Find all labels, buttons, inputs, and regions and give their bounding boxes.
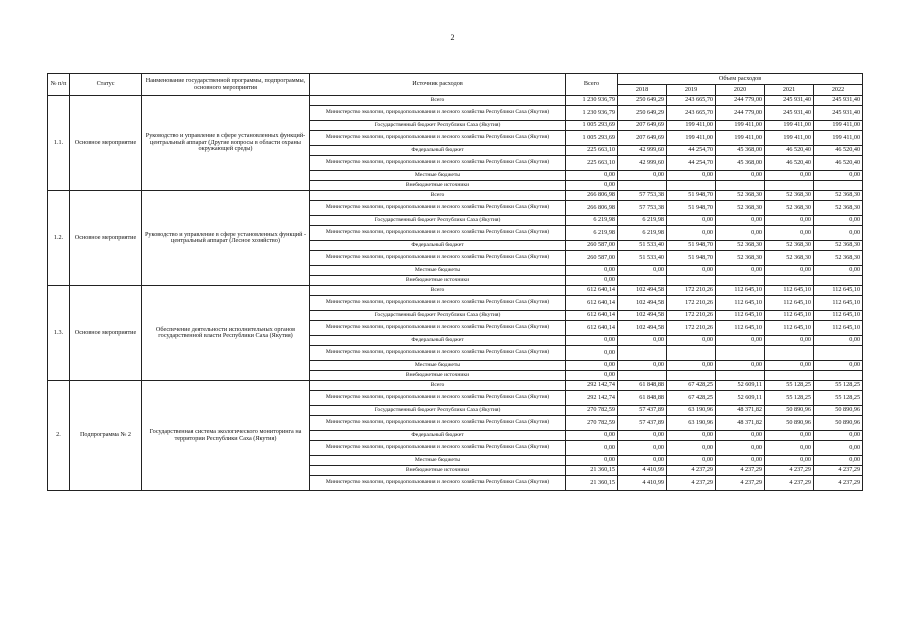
year-value: 4 237,29 <box>814 466 863 476</box>
budget-table <box>47 73 863 491</box>
year-value: 0,00 <box>667 361 716 371</box>
row-status: Подпрограмма № 2 <box>70 381 142 491</box>
table-row <box>48 191 863 201</box>
year-value: 243 665,70 <box>667 96 716 106</box>
year-value: 52 368,30 <box>765 251 814 266</box>
year-value <box>814 276 863 286</box>
funding-source: Всего <box>310 286 566 296</box>
year-value: 172 210,26 <box>667 311 716 321</box>
year-value: 0,00 <box>814 266 863 276</box>
year-value: 199 411,00 <box>765 131 814 146</box>
year-value: 199 411,00 <box>814 121 863 131</box>
header-year: 2018 <box>618 85 667 96</box>
year-value: 55 128,25 <box>814 391 863 406</box>
total-value: 0,00 <box>566 276 618 286</box>
year-value: 55 128,25 <box>814 381 863 391</box>
year-value: 51 948,70 <box>667 201 716 216</box>
year-value: 52 368,30 <box>814 251 863 266</box>
year-value: 42 999,60 <box>618 156 667 171</box>
total-value: 612 640,14 <box>566 296 618 311</box>
total-value: 612 640,14 <box>566 321 618 336</box>
table-row <box>48 96 863 106</box>
year-value: 4 237,29 <box>667 476 716 491</box>
year-value: 45 368,00 <box>716 146 765 156</box>
year-value: 0,00 <box>716 216 765 226</box>
year-value <box>667 371 716 381</box>
total-value: 0,00 <box>566 456 618 466</box>
year-value: 52 368,30 <box>765 191 814 201</box>
total-value: 260 587,00 <box>566 241 618 251</box>
year-value: 45 368,00 <box>716 156 765 171</box>
year-value: 50 890,96 <box>765 416 814 431</box>
year-value: 46 520,40 <box>814 146 863 156</box>
funding-source: Министерство экологии, природопользования и лесного хозяйства Республики Саха (Якутия) <box>310 321 566 336</box>
year-value: 52 368,30 <box>716 191 765 201</box>
year-value: 0,00 <box>814 226 863 241</box>
year-value <box>618 181 667 191</box>
year-value: 57 437,89 <box>618 406 667 416</box>
header-year: 2020 <box>716 85 765 96</box>
year-value: 0,00 <box>667 441 716 456</box>
year-value: 57 753,38 <box>618 201 667 216</box>
year-value: 207 649,69 <box>618 121 667 131</box>
year-value: 4 410,99 <box>618 476 667 491</box>
header-source: Источник расходов <box>310 74 566 96</box>
header-num: № п/п <box>48 74 70 96</box>
total-value: 612 640,14 <box>566 286 618 296</box>
year-value: 0,00 <box>618 431 667 441</box>
table-row <box>48 286 863 296</box>
year-value: 44 254,70 <box>667 156 716 171</box>
funding-source: Государственный бюджет Республики Саха (Якутия) <box>310 121 566 131</box>
funding-source: Внебюджетные источники <box>310 276 566 286</box>
funding-source: Министерство экологии, природопользования и лесного хозяйства Республики Саха (Якутия) <box>310 131 566 146</box>
funding-source: Федеральный бюджет <box>310 431 566 441</box>
year-value: 48 371,82 <box>716 406 765 416</box>
total-value: 1 230 936,79 <box>566 96 618 106</box>
year-value: 0,00 <box>765 431 814 441</box>
funding-source: Внебюджетные источники <box>310 181 566 191</box>
funding-source: Федеральный бюджет <box>310 241 566 251</box>
funding-source: Государственный бюджет Республики Саха (Якутия) <box>310 216 566 226</box>
year-value: 0,00 <box>765 216 814 226</box>
year-value: 199 411,00 <box>765 121 814 131</box>
year-value: 0,00 <box>765 441 814 456</box>
year-value: 0,00 <box>814 336 863 346</box>
year-value: 6 219,98 <box>618 226 667 241</box>
funding-source: Министерство экологии, природопользования и лесного хозяйства Республики Саха (Якутия) <box>310 201 566 216</box>
year-value: 112 645,10 <box>765 286 814 296</box>
year-value: 250 649,29 <box>618 106 667 121</box>
total-value: 292 142,74 <box>566 381 618 391</box>
year-value: 4 237,29 <box>814 476 863 491</box>
year-value: 44 254,70 <box>667 146 716 156</box>
year-value: 199 411,00 <box>667 121 716 131</box>
year-value: 112 645,10 <box>716 296 765 311</box>
table-header <box>48 74 863 96</box>
year-value: 4 237,29 <box>667 466 716 476</box>
year-value: 0,00 <box>765 361 814 371</box>
year-value: 52 368,30 <box>814 191 863 201</box>
funding-source: Всего <box>310 381 566 391</box>
year-value: 112 645,10 <box>716 321 765 336</box>
year-value: 63 190,96 <box>667 416 716 431</box>
year-value: 0,00 <box>814 441 863 456</box>
year-value: 0,00 <box>814 456 863 466</box>
year-value: 61 848,88 <box>618 381 667 391</box>
funding-source: Федеральный бюджет <box>310 336 566 346</box>
year-value: 4 237,29 <box>765 466 814 476</box>
year-value <box>618 276 667 286</box>
funding-source: Внебюджетные источники <box>310 466 566 476</box>
year-value <box>716 346 765 361</box>
year-value: 0,00 <box>618 361 667 371</box>
year-value: 57 753,38 <box>618 191 667 201</box>
year-value: 112 645,10 <box>814 296 863 311</box>
year-value: 52 609,11 <box>716 381 765 391</box>
year-value: 4 410,99 <box>618 466 667 476</box>
year-value: 0,00 <box>716 456 765 466</box>
year-value <box>618 346 667 361</box>
year-value: 0,00 <box>667 171 716 181</box>
funding-source: Министерство экологии, природопользования и лесного хозяйства Республики Саха (Якутия) <box>310 391 566 406</box>
year-value <box>765 276 814 286</box>
year-value: 112 645,10 <box>814 286 863 296</box>
table-row <box>48 381 863 391</box>
total-value: 1 005 293,69 <box>566 131 618 146</box>
year-value: 50 890,96 <box>814 406 863 416</box>
total-value: 266 806,98 <box>566 191 618 201</box>
funding-source: Министерство экологии, природопользования и лесного хозяйства Республики Саха (Якутия) <box>310 251 566 266</box>
year-value <box>716 181 765 191</box>
year-value: 0,00 <box>618 456 667 466</box>
total-value: 225 663,10 <box>566 156 618 171</box>
year-value: 52 368,30 <box>716 251 765 266</box>
year-value: 207 649,69 <box>618 131 667 146</box>
funding-source: Министерство экологии, природопользования и лесного хозяйства Республики Саха (Якутия) <box>310 156 566 171</box>
year-value: 4 237,29 <box>716 476 765 491</box>
year-value: 51 948,70 <box>667 241 716 251</box>
total-value: 0,00 <box>566 346 618 361</box>
program-name: Руководство и управление в сфере установленных функций-центральный аппарат (Другие вопросы в области охраны окружающей среды) <box>142 96 310 191</box>
year-value: 57 437,89 <box>618 416 667 431</box>
year-value <box>716 371 765 381</box>
year-value: 245 931,40 <box>814 106 863 121</box>
year-value: 0,00 <box>765 171 814 181</box>
funding-source: Внебюджетные источники <box>310 371 566 381</box>
total-value: 21 360,15 <box>566 476 618 491</box>
year-value: 172 210,26 <box>667 321 716 336</box>
year-value: 0,00 <box>765 226 814 241</box>
year-value <box>716 276 765 286</box>
funding-source: Государственный бюджет Республики Саха (Якутия) <box>310 311 566 321</box>
funding-source: Местные бюджеты <box>310 266 566 276</box>
row-number: 1.1. <box>48 96 70 191</box>
program-name: Государственная система экологического мониторинга на территории Республики Саха (Якутия) <box>142 381 310 491</box>
year-value <box>814 181 863 191</box>
year-value: 0,00 <box>667 216 716 226</box>
year-value: 51 948,70 <box>667 191 716 201</box>
year-value: 4 237,29 <box>765 476 814 491</box>
funding-source: Всего <box>310 96 566 106</box>
year-value: 52 368,30 <box>765 241 814 251</box>
year-value <box>667 276 716 286</box>
row-number: 1.3. <box>48 286 70 381</box>
year-value: 0,00 <box>618 171 667 181</box>
year-value: 199 411,00 <box>667 131 716 146</box>
table-body <box>48 96 863 491</box>
year-value: 0,00 <box>814 216 863 226</box>
year-value: 112 645,10 <box>765 321 814 336</box>
year-value: 102 494,58 <box>618 321 667 336</box>
year-value: 250 649,29 <box>618 96 667 106</box>
year-value: 51 533,40 <box>618 241 667 251</box>
header-year: 2019 <box>667 85 716 96</box>
total-value: 260 587,00 <box>566 251 618 266</box>
total-value: 0,00 <box>566 171 618 181</box>
year-value <box>667 346 716 361</box>
total-value: 0,00 <box>566 431 618 441</box>
year-value: 51 948,70 <box>667 251 716 266</box>
funding-source: Министерство экологии, природопользования и лесного хозяйства Республики Саха (Якутия) <box>310 106 566 121</box>
total-value: 0,00 <box>566 266 618 276</box>
year-value: 0,00 <box>814 361 863 371</box>
total-value: 0,00 <box>566 361 618 371</box>
total-value: 0,00 <box>566 181 618 191</box>
year-value: 245 931,40 <box>765 96 814 106</box>
year-value: 55 128,25 <box>765 381 814 391</box>
total-value: 0,00 <box>566 371 618 381</box>
row-number: 2. <box>48 381 70 491</box>
year-value: 0,00 <box>716 171 765 181</box>
year-value: 0,00 <box>667 456 716 466</box>
year-value: 112 645,10 <box>814 311 863 321</box>
row-status: Основное мероприятие <box>70 191 142 286</box>
year-value: 63 190,96 <box>667 406 716 416</box>
funding-source: Министерство экологии, природопользования и лесного хозяйства Республики Саха (Якутия) <box>310 296 566 311</box>
year-value: 243 665,70 <box>667 106 716 121</box>
year-value: 52 609,11 <box>716 391 765 406</box>
year-value: 199 411,00 <box>716 131 765 146</box>
year-value: 0,00 <box>618 441 667 456</box>
year-value: 244 779,00 <box>716 96 765 106</box>
year-value: 0,00 <box>667 336 716 346</box>
year-value <box>814 371 863 381</box>
year-value: 0,00 <box>618 336 667 346</box>
year-value: 0,00 <box>716 441 765 456</box>
year-value: 245 931,40 <box>765 106 814 121</box>
year-value: 50 890,96 <box>765 406 814 416</box>
year-value: 46 520,40 <box>814 156 863 171</box>
year-value: 112 645,10 <box>765 311 814 321</box>
total-value: 270 782,59 <box>566 406 618 416</box>
year-value: 112 645,10 <box>716 286 765 296</box>
funding-source: Федеральный бюджет <box>310 146 566 156</box>
year-value <box>765 181 814 191</box>
year-value: 0,00 <box>716 266 765 276</box>
year-value: 245 931,40 <box>814 96 863 106</box>
row-status: Основное мероприятие <box>70 96 142 191</box>
funding-source: Местные бюджеты <box>310 171 566 181</box>
year-value <box>765 371 814 381</box>
year-value: 48 371,82 <box>716 416 765 431</box>
year-value: 42 999,60 <box>618 146 667 156</box>
funding-source: Местные бюджеты <box>310 456 566 466</box>
year-value: 0,00 <box>765 456 814 466</box>
year-value: 50 890,96 <box>814 416 863 431</box>
year-value: 199 411,00 <box>814 131 863 146</box>
row-status: Основное мероприятие <box>70 286 142 381</box>
total-value: 21 360,15 <box>566 466 618 476</box>
row-number: 1.2. <box>48 191 70 286</box>
funding-source: Министерство экологии, природопользования и лесного хозяйства Республики Саха (Якутия) <box>310 476 566 491</box>
year-value: 102 494,58 <box>618 286 667 296</box>
total-value: 1 005 293,69 <box>566 121 618 131</box>
funding-source: Государственный бюджет Республики Саха (Якутия) <box>310 406 566 416</box>
program-name: Руководство и управление в сфере установленных функций - центральный аппарат (Лесное хозяйство) <box>142 191 310 286</box>
year-value: 0,00 <box>716 431 765 441</box>
year-value: 0,00 <box>667 431 716 441</box>
total-value: 266 806,98 <box>566 201 618 216</box>
year-value: 51 533,40 <box>618 251 667 266</box>
total-value: 612 640,14 <box>566 311 618 321</box>
year-value: 102 494,58 <box>618 296 667 311</box>
total-value: 225 663,10 <box>566 146 618 156</box>
header-total: Всего <box>566 74 618 96</box>
year-value: 4 237,29 <box>716 466 765 476</box>
header-year: 2021 <box>765 85 814 96</box>
header-volume: Объем расходов <box>618 74 863 85</box>
year-value <box>814 346 863 361</box>
year-value: 112 645,10 <box>765 296 814 311</box>
funding-source: Министерство экологии, природопользования и лесного хозяйства Республики Саха (Якутия) <box>310 416 566 431</box>
total-value: 6 219,98 <box>566 216 618 226</box>
year-value: 0,00 <box>618 266 667 276</box>
year-value: 52 368,30 <box>716 201 765 216</box>
year-value: 0,00 <box>716 226 765 241</box>
year-value: 0,00 <box>765 336 814 346</box>
year-value: 52 368,30 <box>814 241 863 251</box>
year-value <box>765 346 814 361</box>
year-value: 0,00 <box>716 336 765 346</box>
funding-source: Министерство экологии, природопользования и лесного хозяйства Республики Саха (Якутия) <box>310 226 566 241</box>
year-value: 172 210,26 <box>667 296 716 311</box>
header-name: Наименование государственной программы, подпрограммы, основного мероприятия <box>142 74 310 96</box>
year-value: 102 494,58 <box>618 311 667 321</box>
year-value <box>618 371 667 381</box>
year-value: 112 645,10 <box>814 321 863 336</box>
page-number: 2 <box>450 33 455 42</box>
year-value: 172 210,26 <box>667 286 716 296</box>
program-name: Обеспечение деятельности исполнительных органов государственной власти Республики Саха (Якутия) <box>142 286 310 381</box>
year-value: 6 219,98 <box>618 216 667 226</box>
year-value: 244 779,00 <box>716 106 765 121</box>
year-value <box>667 181 716 191</box>
year-value: 0,00 <box>814 171 863 181</box>
year-value: 199 411,00 <box>716 121 765 131</box>
year-value: 46 520,40 <box>765 156 814 171</box>
header-year: 2022 <box>814 85 863 96</box>
year-value: 0,00 <box>765 266 814 276</box>
header-status: Статус <box>70 74 142 96</box>
year-value: 67 428,25 <box>667 391 716 406</box>
year-value: 52 368,30 <box>716 241 765 251</box>
total-value: 270 782,59 <box>566 416 618 431</box>
year-value: 52 368,30 <box>814 201 863 216</box>
year-value: 112 645,10 <box>716 311 765 321</box>
year-value: 0,00 <box>814 431 863 441</box>
funding-source: Местные бюджеты <box>310 361 566 371</box>
year-value: 0,00 <box>667 266 716 276</box>
total-value: 292 142,74 <box>566 391 618 406</box>
funding-source: Министерство экологии, природопользования и лесного хозяйства Республики Саха (Якутия) <box>310 441 566 456</box>
year-value: 0,00 <box>716 361 765 371</box>
total-value: 6 219,98 <box>566 226 618 241</box>
year-value: 55 128,25 <box>765 391 814 406</box>
year-value: 46 520,40 <box>765 146 814 156</box>
year-value: 61 848,88 <box>618 391 667 406</box>
funding-source: Всего <box>310 191 566 201</box>
total-value: 1 230 936,79 <box>566 106 618 121</box>
total-value: 0,00 <box>566 441 618 456</box>
year-value: 52 368,30 <box>765 201 814 216</box>
funding-source: Министерство экологии, природопользования и лесного хозяйства Республики Саха (Якутия) <box>310 346 566 361</box>
year-value: 67 428,25 <box>667 381 716 391</box>
total-value: 0,00 <box>566 336 618 346</box>
year-value: 0,00 <box>667 226 716 241</box>
